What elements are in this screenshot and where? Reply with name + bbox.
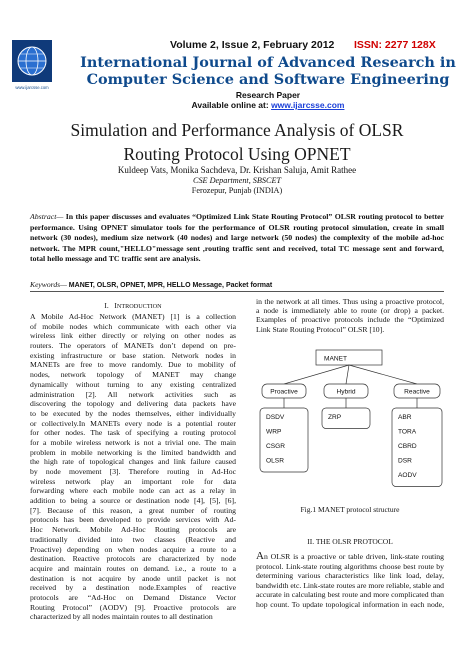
protocol-item: ZRP: [328, 414, 342, 421]
section2-line: determining various characteristics like link load, delay,: [256, 571, 444, 581]
protocol-item: DSDV: [266, 414, 285, 421]
right-top-line: in the network at all times. Thus using a proactive protocol,: [256, 297, 444, 306]
department: CSE Department, SBSCET: [192, 176, 281, 185]
right-top-line: Link State Routing Protocol” OLSR [10].: [256, 324, 385, 334]
intro-line: by node movement [3]. Therefore routing in Ad-Hoc: [30, 467, 236, 476]
intro-line: [7]. Because of this reason, a great number of routing: [30, 505, 236, 515]
protocol-item: CBRD: [398, 443, 417, 450]
intro-line: for other nodes. The task of specifying a routing protocol: [30, 428, 236, 438]
section2-line: accurate in calculating best route and more complicated than: [256, 590, 444, 600]
protocol-item: OLSR: [266, 457, 284, 465]
intro-line: Hoc Network. Mobile Ad-Hoc Routing protocols are: [30, 525, 236, 535]
intro-line: the high rate of topological changes and link failure caused: [30, 457, 236, 467]
protocol-item: WRP: [266, 428, 282, 436]
branch-connector: [284, 365, 349, 384]
volume-issue: Volume 2, Issue 2, February 2012: [170, 39, 335, 51]
intro-line: wireless link either directly or relying on other nodes as: [30, 331, 236, 341]
branch-label-proactive: Proactive: [270, 388, 298, 396]
abstract-text: In this paper discusses and evaluates “Optimized Link State Routing Protocol” OLSR routing protocol to better performance. Using OPNET simulator tools for the performance of OLSR routing protocol simulation, create in small network (30 nodes), medium size network (40 nodes) and large network (50 nodes) the complexity of the mobile ad-hoc network. The MPR count,"HELLO"message sent ,routing traffic sent and received, total TC message sent and forward, total hello message and TC traffic sent are analysis.: [30, 212, 444, 264]
intro-line: addition to being a source or destination node [4], [5], [6],: [30, 496, 236, 506]
protocol-item: DSR: [398, 457, 412, 465]
journal-website-link[interactable]: www.ijarcsse.com: [271, 100, 345, 110]
paper-title-line2: Routing Protocol Using OPNET: [123, 144, 351, 164]
branch-label-hybrid: Hybrid: [336, 388, 356, 396]
keywords: [30, 280, 450, 289]
intro-line: problem in mobile networking is the limited bandwidth and: [30, 447, 236, 457]
intro-line: destination. Reactive protocols are characterized by node: [30, 554, 236, 564]
protocol-item: CSGR: [266, 443, 286, 450]
intro-line: discovering the topology and delivering data packets have: [30, 399, 236, 409]
right-top-line: a node is immediately able to route (or drop) a packet.: [256, 306, 444, 316]
intro-line: received by a destination node.Examples of reactive: [30, 583, 236, 593]
available-label: Available online at:: [191, 100, 272, 110]
intro-line: administration [2]. All network activities such as: [30, 389, 236, 399]
available-online: [68, 100, 468, 110]
intro-line: of mobile nodes which communicate with each other via: [30, 321, 236, 331]
intro-heading: [30, 301, 236, 310]
intro-heading-rest: NTRODUCTION: [116, 303, 162, 310]
section2-line: protocol. Link-state routing algorithms choose best route by: [256, 561, 444, 571]
journal-title-line2: Computer Science and Software Engineering: [86, 71, 450, 88]
intro-heading-initial: I: [114, 301, 117, 310]
journal-logo: [10, 38, 54, 96]
authors: Kuldeep Vats, Monika Sachdeva, Dr. Krishan Saluja, Amit Rathee: [117, 165, 357, 175]
protocol-item: TORA: [398, 428, 417, 436]
intro-line: routers. The operators of MANETs don’t depend on pre-: [30, 341, 236, 351]
root-node-label: MANET: [324, 355, 348, 363]
intro-line: protocols are “Ad-Hoc on Demand Distance Vector: [30, 592, 236, 602]
branch-connector: [349, 365, 417, 384]
issn-number: ISSN: 2277 128X: [354, 39, 436, 51]
paper-title-line1: Simulation and Performance Analysis of OLSR: [70, 120, 404, 140]
protocol-item: ABR: [398, 414, 412, 421]
location: Ferozepur, Punjab (INDIA): [191, 186, 283, 195]
intro-line: wireless network play an important role for data: [30, 476, 236, 486]
intro-body: [30, 312, 236, 622]
branch-label-reactive: Reactive: [404, 388, 430, 396]
branch-connector: [346, 365, 349, 384]
intro-line: existing infrastructure or base station. Network nodes in: [30, 350, 236, 360]
keywords-text: MANET, OLSR, OPNET, MPR, HELLO Message, Packet format: [66, 282, 273, 289]
section2-line-text: n OLSR is a proactive or table driven, link-state routing: [263, 552, 444, 561]
abstract: [30, 212, 444, 265]
intro-line: or collectively.In MANETs every node is a potential router: [30, 418, 236, 428]
intro-line: acquire and maintain routes on demand. i.e., a route to a: [30, 563, 236, 573]
intro-line: A Mobile Ad-Hoc Network (MANET) [1] is a collection: [30, 312, 236, 321]
intro-line: MANETs are free to move randomly. Due to mobility of: [30, 360, 236, 370]
manet-protocol-figure: [256, 346, 444, 494]
journal-title-line1: International Journal of Advanced Research in: [80, 54, 456, 71]
intro-line: traditionally divided into two classes (Reactive and: [30, 534, 236, 544]
intro-line: for a mobile wireless network is not a trivial one. The main: [30, 437, 236, 447]
intro-line: protocols has been developed to provide services with Ad-: [30, 515, 236, 525]
section2-line: bandwidth etc. Link-state routes are more reliable, stable and: [256, 580, 444, 590]
section2-heading: II. THE OLSR PROTOCOL: [307, 537, 393, 546]
section2-body: [256, 552, 444, 610]
intro-line: nodes, network topology of MANET may change: [30, 370, 236, 380]
abstract-label: Abstract—: [30, 212, 64, 221]
right-top-line: Examples of proactive protocols include the “Optimized: [256, 315, 444, 325]
intro-line: destination is not acquire by anode until packet is not: [30, 573, 236, 583]
intro-line: Routing Protocol” (AODV) [9]. Proactive protocols are: [30, 602, 236, 612]
logo-caption: www.ijarcsse.com: [15, 85, 49, 90]
paper-type: Research Paper: [235, 90, 301, 100]
section2-line: hop count. To update topological information in each node,: [256, 599, 444, 609]
intro-line: Proactive) depending on when nodes acquire a route to a: [30, 544, 236, 554]
intro-line: to be executed by the nodes themselves, either individually: [30, 408, 236, 418]
protocol-item: AODV: [398, 472, 417, 479]
section-divider: [30, 291, 444, 292]
intro-heading-number: I.: [104, 301, 109, 310]
intro-line: dynamically without turning to any existing centralized: [30, 379, 236, 389]
right-column-top-text: [256, 297, 444, 334]
figure-caption: Fig.1 MANET protocol structure: [300, 505, 400, 514]
intro-line: forwarding where each mobile node can act as a relay in: [30, 486, 236, 496]
section2-line: [256, 552, 444, 562]
intro-line: characterized by all nodes maintain routes to all destination: [30, 612, 213, 622]
keywords-label: Keywords—: [30, 280, 67, 289]
section2-initial: A: [256, 552, 264, 562]
